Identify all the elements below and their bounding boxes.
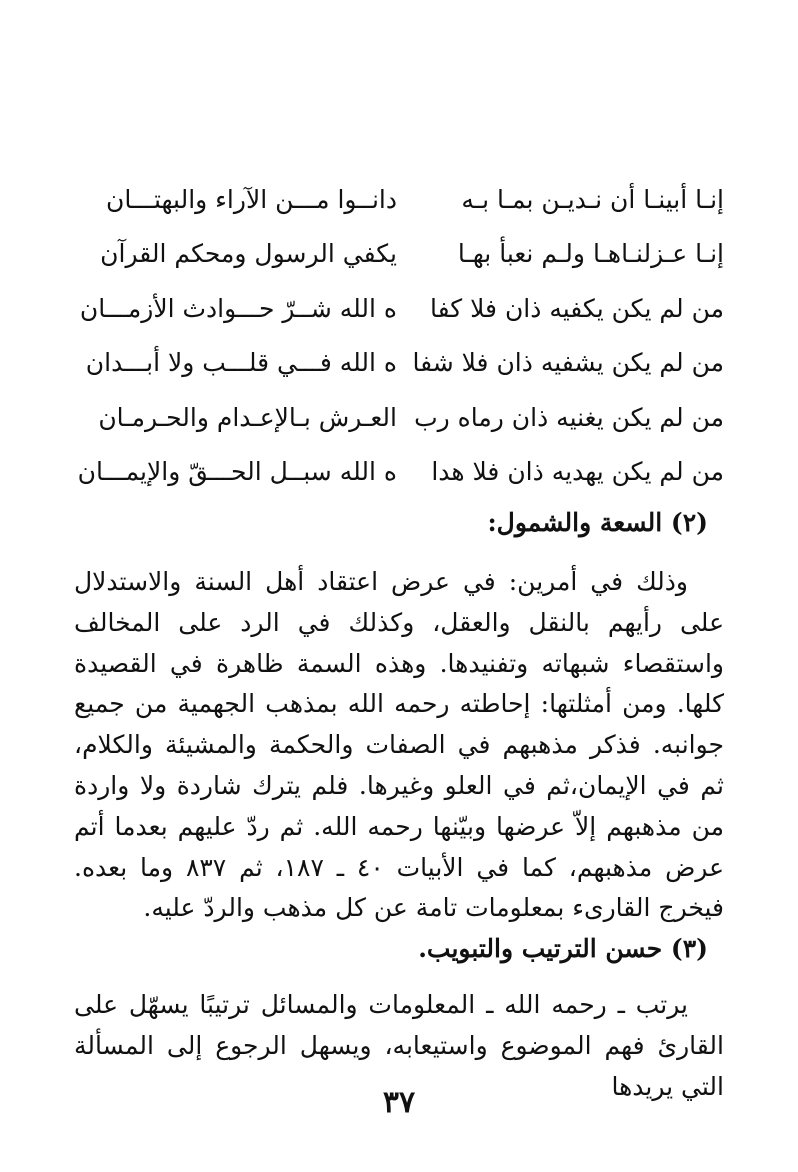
verse-second-hemistich: ه الله فـــي قلـــب ولا أبـــدان (85, 348, 397, 378)
verse-first-hemistich: من لم يكن يغنيه ذان رماه رب (414, 402, 724, 432)
verse-first-hemistich: من لم يكن يكفيه ذان فلا كفا (430, 293, 724, 323)
verse-second-hemistich: يكفي الرسول ومحكم القرآن (100, 239, 397, 269)
verse-second-hemistich: ه الله سبــل الحـــقّ والإيمـــان (77, 457, 397, 487)
verse-line (85, 336, 724, 391)
verse-second-hemistich: ه الله شــرّ حـــوادث الأزمـــان (79, 293, 397, 323)
section-heading-arrangement: (٣) حسن الترتيب والتبويب. (418, 934, 708, 963)
verse-first-hemistich: إنـا أبينـا أن نـديـن بمـا بـه (461, 184, 724, 214)
section-paragraph-arrangement: يرتب ـ رحمه الله ـ المعلومات والمسائل ترتيبًا يسهّل على القارئ فهم الموضوع واستيعابه، ويسهل الرجوع إلى المسألة التي يريدها (74, 990, 724, 1101)
verse-first-hemistich: من لم يكن يشفيه ذان فلا شفا (412, 348, 724, 378)
poem-verses (77, 172, 724, 499)
verse-second-hemistich: العـرش بـالإعـدام والحـرمـان (98, 402, 397, 432)
verse-line (98, 390, 724, 445)
page-number: ٣٧ (382, 1085, 416, 1120)
verse-first-hemistich: إنـا عـزلنـاهـا ولـم نعبأ بهـا (457, 239, 724, 269)
verse-first-hemistich: من لم يكن يهديه ذان فلا هدا (431, 457, 724, 487)
verse-line (77, 445, 724, 500)
verse-line (106, 172, 724, 227)
section-paragraph-scope: وذلك في أمرين: في عرض اعتقاد أهل السنة والاستدلال على رأيهم بالنقل والعقل، وكذلك في الرد على المخالف واستقصاء شبهاته وتفنيدها. وهذه السمة ظاهرة في القصيدة كلها. ومن أمثلتها: إحاطته رحمه الله بمذهب الجهمية من جميع جوانبه. فذكر مذهبهم في الصفات والحكمة والمشيئة والكلام، ثم في الإيمان،ثم في العلو وغيرها. فلم يترك شاردة ولا واردة من مذهبهم إلاّ عرضها وبيّنها رحمه الله. ثم ردّ عليهم بعدما أتم عرض مذهبهم، كما في الأبيات ٤٠ ـ ١٨٧، ثم ٨٣٧ وما بعده. فيخرج القارىء بمعلومات تامة عن كل مذهب والردّ عليه. (74, 567, 725, 923)
verse-second-hemistich: دانــوا مـــن الآراء والبهتـــان (106, 184, 397, 214)
verse-line (79, 281, 724, 336)
verse-line (100, 227, 724, 282)
section-heading-scope: (٢) السعة والشمول: (487, 508, 708, 537)
